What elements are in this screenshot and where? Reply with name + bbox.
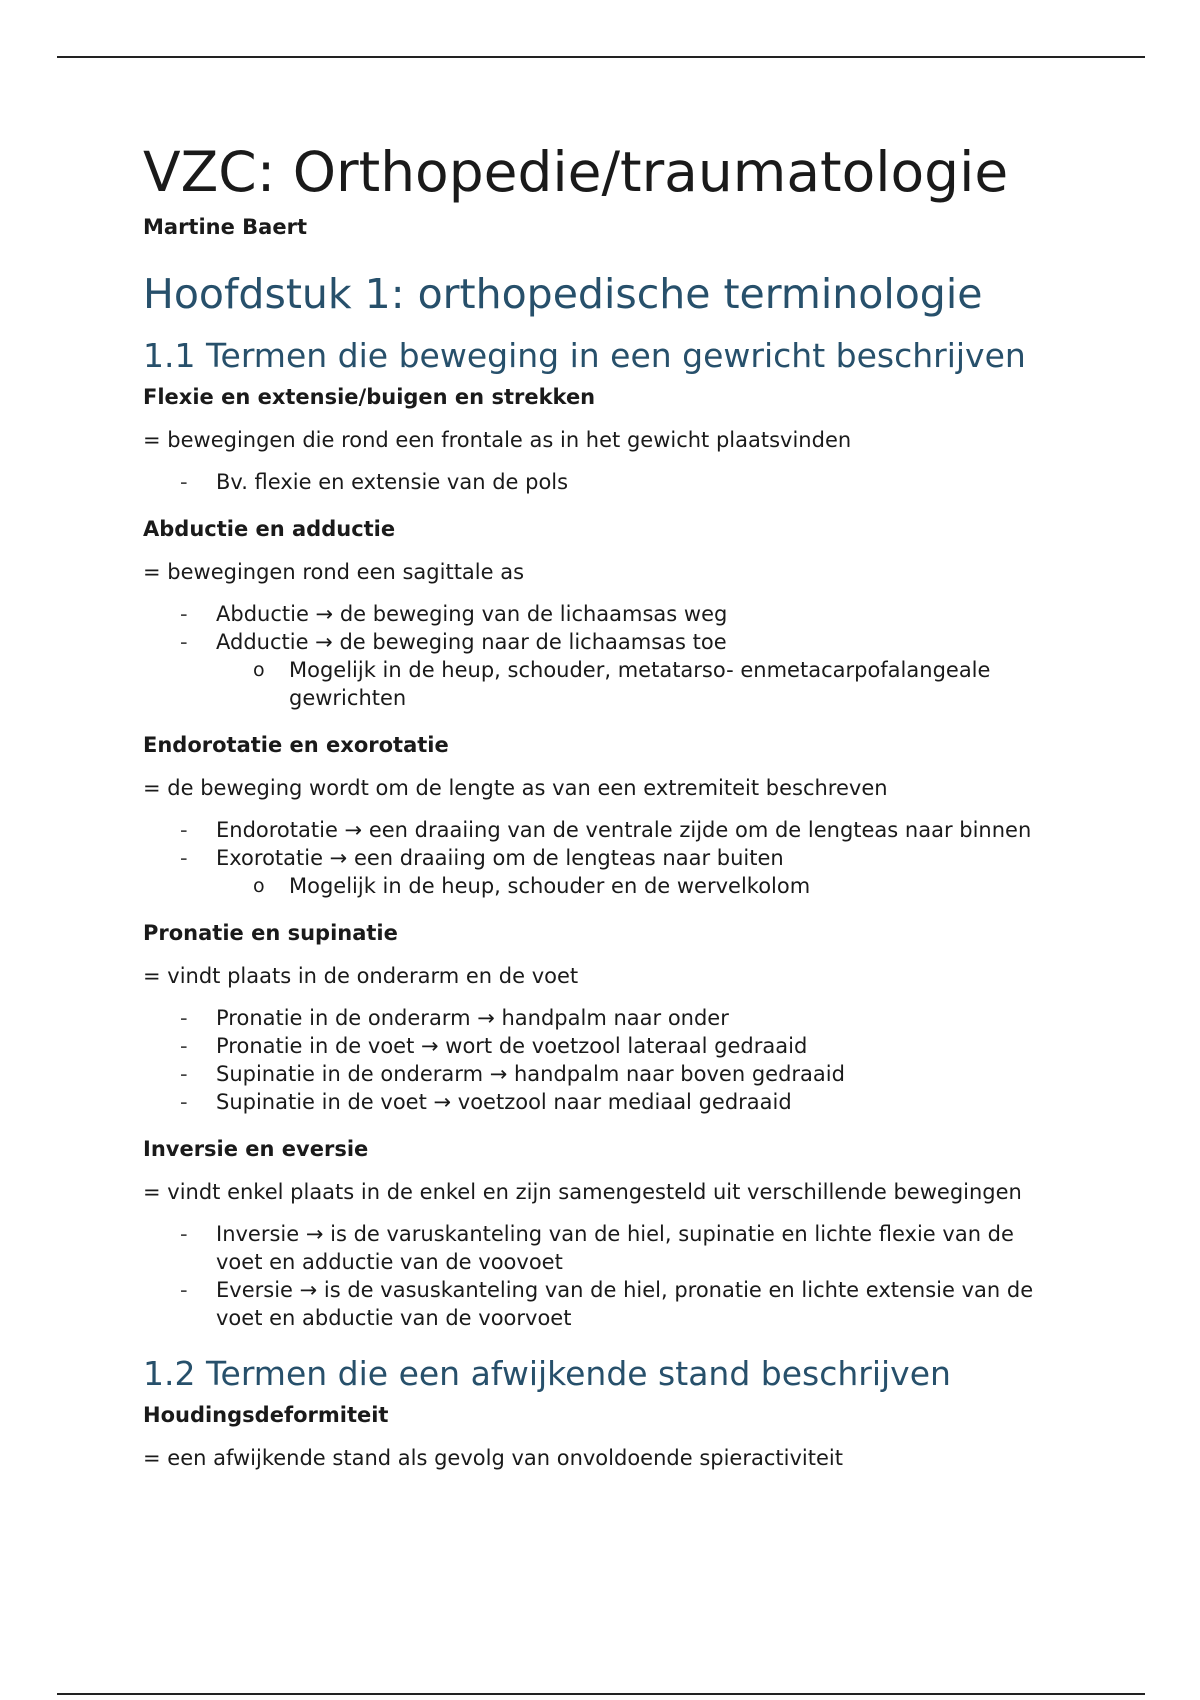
definition: = bewegingen die rond een frontale as in het gewicht plaatsvinden bbox=[143, 428, 852, 452]
dash-marker: - bbox=[180, 470, 188, 494]
list-item-text: Supinatie in de onderarm → handpalm naar boven gedraaid bbox=[216, 1062, 845, 1086]
sub-list-item bbox=[216, 872, 1063, 900]
list-item bbox=[143, 816, 1063, 844]
bullet-list bbox=[143, 1004, 1063, 1116]
list-item bbox=[143, 1088, 1063, 1116]
document-title: VZC: Orthopedie/traumatologie bbox=[143, 140, 1009, 204]
bullet-list bbox=[143, 1220, 1063, 1332]
subheading: Flexie en extensie/buigen en strekken bbox=[143, 385, 596, 409]
definition: = vindt enkel plaats in de enkel en zijn samengesteld uit verschillende bewegingen bbox=[143, 1180, 1022, 1204]
dash-marker: - bbox=[180, 1006, 188, 1030]
list-item bbox=[143, 628, 1063, 712]
bullet-list bbox=[143, 600, 1063, 712]
page-content bbox=[143, 140, 1063, 1472]
definition: = vindt plaats in de onderarm en de voet bbox=[143, 964, 579, 988]
list-item-text: Bv. flexie en extensie van de pols bbox=[216, 470, 569, 494]
header-rule bbox=[57, 56, 1145, 58]
bullet-list bbox=[143, 468, 1063, 496]
list-item-text: Abductie → de beweging van de lichaamsas weg bbox=[216, 602, 728, 626]
list-item-text: Inversie → is de varuskanteling van de hiel, supinatie en lichte flexie van de voet en adductie van de voovoet bbox=[216, 1222, 1014, 1274]
list-item bbox=[143, 1004, 1063, 1032]
chapter-heading: Hoofdstuk 1: orthopedische terminologie bbox=[143, 270, 983, 318]
dash-marker: - bbox=[180, 1222, 188, 1246]
list-item bbox=[143, 468, 1063, 496]
sub-list-item bbox=[216, 656, 1063, 712]
dash-marker: - bbox=[180, 1278, 188, 1302]
list-item bbox=[143, 844, 1063, 900]
circle-marker: o bbox=[253, 659, 265, 681]
sub-list bbox=[216, 656, 1063, 712]
list-item bbox=[143, 1032, 1063, 1060]
dash-marker: - bbox=[180, 1034, 188, 1058]
list-item bbox=[143, 1060, 1063, 1088]
list-item bbox=[143, 600, 1063, 628]
subheading: Abductie en adductie bbox=[143, 517, 396, 541]
list-item-text: Adductie → de beweging naar de lichaamsas toe bbox=[216, 630, 727, 654]
dash-marker: - bbox=[180, 630, 188, 654]
circle-marker: o bbox=[253, 875, 265, 897]
definition: = een afwijkende stand als gevolg van onvoldoende spieractiviteit bbox=[143, 1446, 843, 1470]
list-item-text: Pronatie in de voet → wort de voetzool lateraal gedraaid bbox=[216, 1034, 808, 1058]
list-item bbox=[143, 1220, 1063, 1276]
bullet-list bbox=[143, 816, 1063, 900]
subheading: Endorotatie en exorotatie bbox=[143, 733, 449, 757]
definition: = bewegingen rond een sagittale as bbox=[143, 560, 525, 584]
list-item bbox=[143, 1276, 1063, 1332]
list-item-text: Endorotatie → een draaiing van de ventrale zijde om de lengteas naar binnen bbox=[216, 818, 1032, 842]
list-item-text: Supinatie in de voet → voetzool naar mediaal gedraaid bbox=[216, 1090, 792, 1114]
dash-marker: - bbox=[180, 602, 188, 626]
list-item-text: Pronatie in de onderarm → handpalm naar onder bbox=[216, 1006, 729, 1030]
section-heading: 1.1 Termen die beweging in een gewricht beschrijven bbox=[143, 336, 1026, 375]
subheading: Inversie en eversie bbox=[143, 1137, 369, 1161]
sub-list-item-text: Mogelijk in de heup, schouder, metatarso- enmetacarpofalangeale gewrichten bbox=[289, 658, 991, 710]
sub-list bbox=[216, 872, 1063, 900]
definition: = de beweging wordt om de lengte as van een extremiteit beschreven bbox=[143, 776, 888, 800]
dash-marker: - bbox=[180, 846, 188, 870]
dash-marker: - bbox=[180, 1062, 188, 1086]
sub-list-item-text: Mogelijk in de heup, schouder en de wervelkolom bbox=[289, 874, 811, 898]
list-item-text: Eversie → is de vasuskanteling van de hiel, pronatie en lichte extensie van de voet en abductie van de voorvoet bbox=[216, 1278, 1034, 1330]
footer-rule bbox=[57, 1693, 1145, 1695]
section-heading: 1.2 Termen die een afwijkende stand beschrijven bbox=[143, 1354, 951, 1393]
subheading: Houdingsdeformiteit bbox=[143, 1403, 389, 1427]
subheading: Pronatie en supinatie bbox=[143, 921, 398, 945]
dash-marker: - bbox=[180, 818, 188, 842]
author-name: Martine Baert bbox=[143, 215, 307, 239]
list-item-text: Exorotatie → een draaiing om de lengteas naar buiten bbox=[216, 846, 784, 870]
dash-marker: - bbox=[180, 1090, 188, 1114]
